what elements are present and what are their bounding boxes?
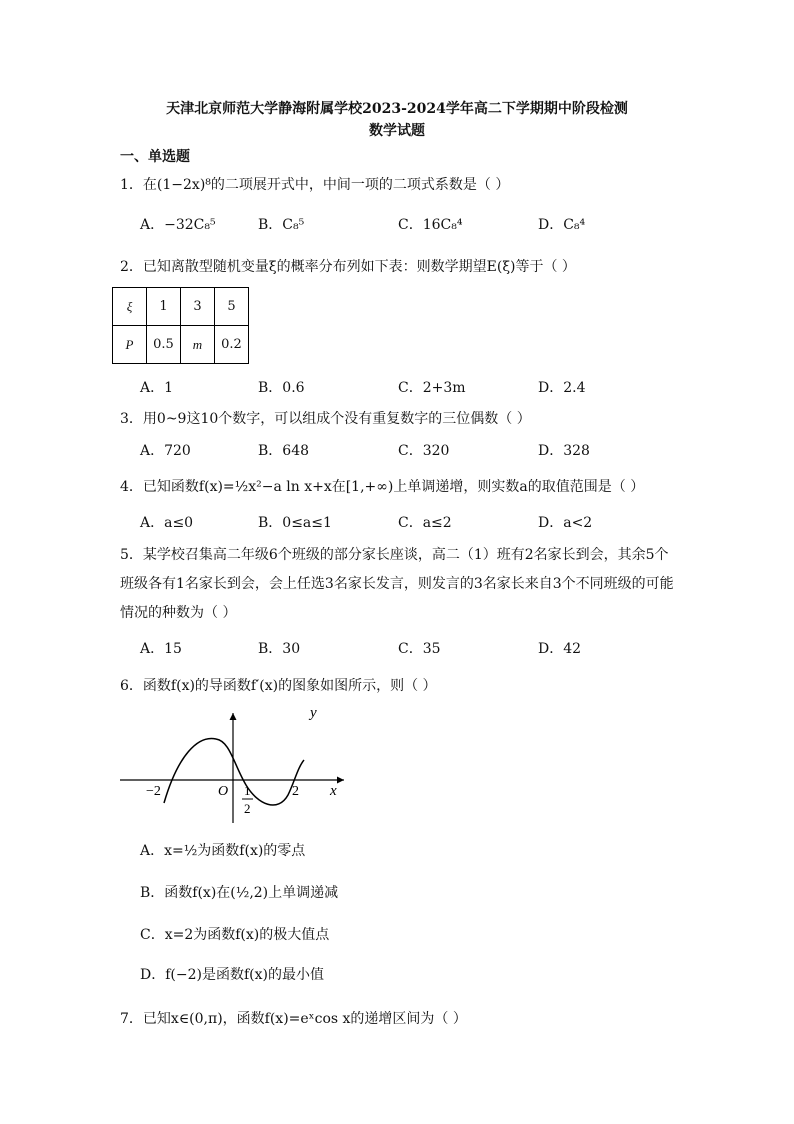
question-2 [120, 256, 576, 276]
table-cell: P [113, 326, 147, 364]
table-cell: 0.5 [147, 326, 181, 364]
derivative-graph [118, 705, 353, 830]
q1-option-a: A．−32C₈⁵ [140, 217, 216, 233]
exam-title: 天津北京师范大学静海附属学校2023-2024学年高二下学期期中阶段检测 [166, 101, 628, 117]
q2-option-b: B．0.6 [258, 380, 305, 396]
q4-option-a: A．a≤0 [140, 515, 194, 531]
question-number: 2． [120, 259, 143, 275]
exam-subject: 数学试题 [369, 123, 425, 139]
q3-option-a: A．720 [140, 443, 191, 459]
probability-table [112, 287, 249, 364]
table-cell: 3 [181, 288, 215, 326]
question-number: 7． [120, 1011, 143, 1027]
q1-option-c: C．16C₈⁴ [398, 217, 463, 233]
q6-option-a: A．x=½为函数f(x)的零点 [140, 843, 306, 859]
table-cell: m [181, 326, 215, 364]
question-5 [120, 541, 680, 628]
question-3 [120, 408, 531, 428]
question-stem: 已知函数f(x)=½x²−a ln x+x在[1,+∞)上单调递增，则实数a的取值范围是（ ） [142, 479, 645, 495]
question-number: 6． [120, 678, 143, 694]
q1-option-d: D．C₈⁴ [538, 217, 586, 233]
x-axis-label: x [330, 783, 337, 799]
origin-label: O [218, 784, 229, 799]
question-4 [120, 476, 644, 496]
q3-option-c: C．320 [398, 443, 450, 459]
question-stem: 函数f(x)的导函数f′(x)的图象如图所示，则（ ） [142, 678, 437, 694]
question-1 [120, 174, 509, 194]
question-stem: 已知x∈(0,π)，函数f(x)=eˣcos x的递增区间为（ ） [142, 1011, 467, 1027]
q6-option-c: C．x=2为函数f(x)的极大值点 [140, 927, 330, 943]
table-row [113, 326, 249, 364]
q2-option-c: C．2+3m [398, 380, 466, 396]
q6-option-b: B．函数f(x)在(½,2)上单调递减 [140, 885, 339, 901]
q2-option-a: A．1 [140, 380, 174, 396]
question-number: 1． [120, 177, 143, 193]
table-cell: 5 [215, 288, 249, 326]
tick-label-half-num: 1 [244, 783, 251, 798]
y-axis-label: y [310, 705, 317, 721]
section-heading: 一、单选题 [120, 149, 190, 165]
table-row [113, 288, 249, 326]
q4-option-d: D．a<2 [538, 515, 593, 531]
table-cell: 0.2 [215, 326, 249, 364]
q5-option-a: A．15 [140, 641, 182, 657]
q4-option-b: B．0≤a≤1 [258, 515, 332, 531]
question-number: 3． [120, 411, 143, 427]
q4-option-c: C．a≤2 [398, 515, 452, 531]
question-stem: 已知离散型随机变量ξ的概率分布列如下表：则数学期望E(ξ)等于（ ） [142, 259, 576, 275]
q3-option-d: D．328 [538, 443, 590, 459]
tick-label-half-den: 2 [244, 801, 251, 816]
tick-label-2: 2 [292, 784, 299, 799]
question-number: 5． [120, 547, 143, 563]
q6-option-d: D．f(−2)是函数f(x)的最小值 [140, 967, 324, 983]
q5-option-c: C．35 [398, 641, 441, 657]
question-stem: 用0~9这10个数字，可以组成个没有重复数字的三位偶数（ ） [142, 411, 531, 427]
question-number: 4． [120, 479, 143, 495]
question-stem: 在(1−2x)⁸的二项展开式中，中间一项的二项式系数是（ ） [142, 177, 510, 193]
derivative-curve [164, 739, 304, 806]
q5-option-d: D．42 [538, 641, 582, 657]
tick-label-neg2: −2 [146, 784, 161, 799]
q2-option-d: D．2.4 [538, 380, 586, 396]
q5-option-b: B．30 [258, 641, 301, 657]
q3-option-b: B．648 [258, 443, 310, 459]
question-7 [120, 1008, 467, 1028]
table-cell: 1 [147, 288, 181, 326]
table-cell: ξ [113, 288, 147, 326]
q1-option-b: B．C₈⁵ [258, 217, 305, 233]
question-6 [120, 675, 437, 695]
question-stem: 某学校召集高二年级6个班级的部分家长座谈，高二（1）班有2名家长到会，其余5个班级各有1名家长到会，会上任选3名家长发言，则发言的3名家长来自3个不同班级的可能情况的种数为（ ） [120, 547, 674, 621]
